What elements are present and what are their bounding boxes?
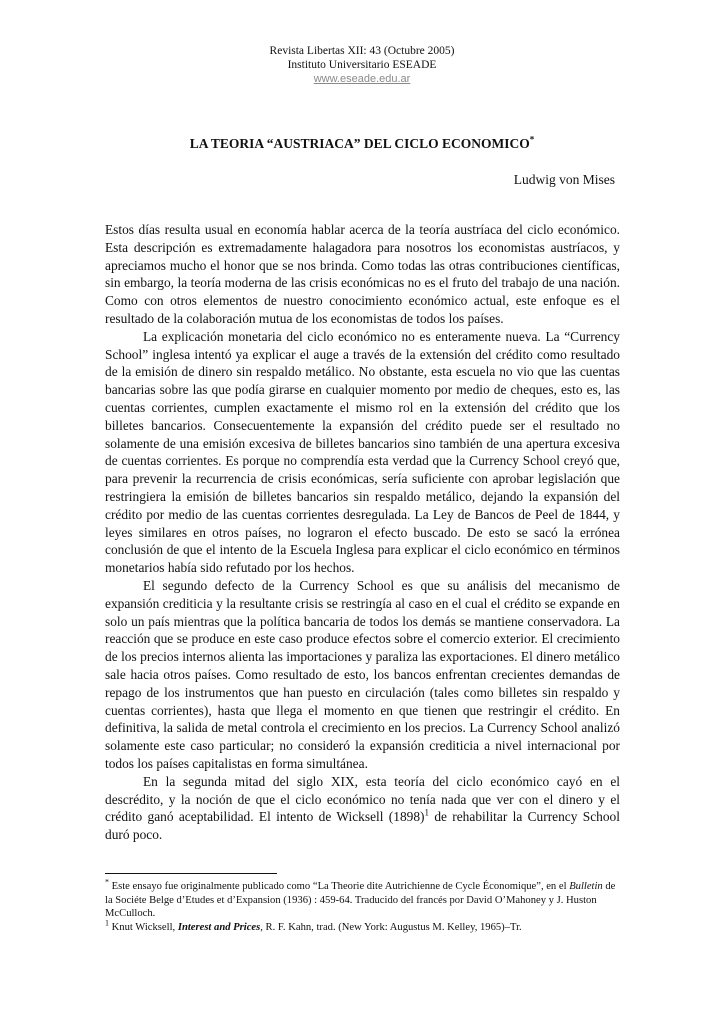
footnote-mark: 1	[105, 917, 109, 927]
paragraph-text: de rehabilitar la Currency School duró poco.	[105, 809, 620, 843]
title-footnote-mark[interactable]: *	[529, 134, 535, 145]
footnote-text: de la Sociéte Belge d’Etudes et d’Expansion (1936) : 459-64. Traducido del francés por David O’Mahoney y J. Huston McCulloch.	[105, 881, 616, 919]
footnote-italic: Bulletin	[569, 881, 603, 892]
article-body	[105, 221, 620, 844]
paragraph-text: En la segunda mitad del siglo XIX, esta teoría del ciclo económico cayó en el descrédito, y la noción de que el ciclo económico no tenía nada que ver con el dinero y el crédito ganó aceptabilidad. El intento de Wicksell (1898)	[105, 773, 620, 825]
paragraph	[105, 773, 620, 844]
journal-header	[0, 44, 724, 86]
article-title-text: LA TEORIA “AUSTRIACA” DEL CICLO ECONOMICO	[189, 136, 530, 151]
footnote-mark[interactable]: 1	[424, 807, 429, 818]
footnote-text: Este ensayo fue originalmente publicado como “La Theorie dite Autrichienne de Cycle Économique”, en el	[109, 881, 570, 892]
footnote	[105, 917, 620, 935]
footnote-mark: *	[105, 877, 109, 887]
footnote-divider	[105, 873, 277, 874]
footnote	[105, 877, 620, 921]
paragraph: El segundo defecto de la Currency School es que su análisis del mecanismo de expansión crediticia y la resultante crisis se restringía al caso en el cual el crédito se expande en solo un país mientras que la política bancaria de todos los demás se mantiene conservadora. La reacción que se produce en este caso produce efectos sobre el comercio exterior. El crecimiento de los precios internos alienta las importaciones y paraliza las exportaciones. El dinero metálico sale hacia otros países. Como resultado de esto, los bancos enfrentan crecientes demandas de repago de los instrumentos que han puesto en circulación (tales como billetes sin respaldo y cuentas corrientes), hasta que llega el momento en que tienen que restringir el crédito. En definitiva, la salida de metal controla el crecimiento en los precios. La Currency School analizó solamente este caso particular; no consideró la expansión crediticia a nivel internacional por todos los países capitalistas en forma simultánea.	[105, 577, 620, 771]
footnotes	[105, 877, 620, 934]
journal-citation: Revista Libertas XII: 43 (Octubre 2005)	[269, 45, 455, 57]
paragraph: La explicación monetaria del ciclo económico no es enteramente nueva. La “Currency School” inglesa intentó ya explicar el auge a través de la extensión del crédito como resultado de la emisión de dinero sin respaldo metálico. No obstante, esta escuela no vio que las cuentas bancarias sobre las que podía girarse en cualquier momento por medio de cheques, esto es, las cuentas corrientes, cumplen exactamente el mismo rol en la extensión del crédito que los billetes bancarios. Consecuentemente la expansión del crédito puede ser el resultado no solamente de una emisión excesiva de billetes bancarios sino también de una apertura excesiva de cuentas corrientes. Es porque no comprendía esta verdad que la Currency School creyó que, para prevenir la recurrencia de crisis económicas, sería suficiente con aprobar legislación que restringiera la emisión de billetes bancarios sin respaldo metálico, dejando la expansión del crédito por medio de las cuentas corrientes desregulada. La Ley de Bancos de Peel de 1844, y leyes similares en otros países, no lograron el efecto buscado. De esto se sacó la errónea conclusión de que el intento de la Escuela Inglesa para explicar el ciclo económico en términos monetarios había sido refutado por los hechos.	[105, 328, 620, 576]
article-title	[0, 136, 724, 152]
footnote-italic: Interest and Prices	[177, 921, 261, 933]
paragraph: Estos días resulta usual en economía hablar acerca de la teoría austríaca del ciclo económico. Esta descripción es extremadamente halagadora para nosotros los economistas austríacos, y apreciamos mucho el honor que se nos brinda. Como todas las otras contribuciones científicas, sin embargo, la teoría moderna de las crisis económicas no es el fruto del trabajo de una nación. Como con otros elementos de nuestro conocimiento económico actual, este enfoque es el resultado de la colaboración mutua de los economistas de todos los países.	[105, 222, 620, 326]
footnote-text: , R. F. Kahn, trad. (New York: Augustus M. Kelley, 1965)–Tr.	[260, 921, 522, 933]
footnote-text: Knut Wicksell,	[109, 921, 178, 933]
institute-name: Instituto Universitario ESEADE	[287, 59, 437, 71]
author-name: Ludwig von Mises	[513, 172, 615, 187]
website-link[interactable]: www.eseade.edu.ar	[313, 73, 411, 85]
